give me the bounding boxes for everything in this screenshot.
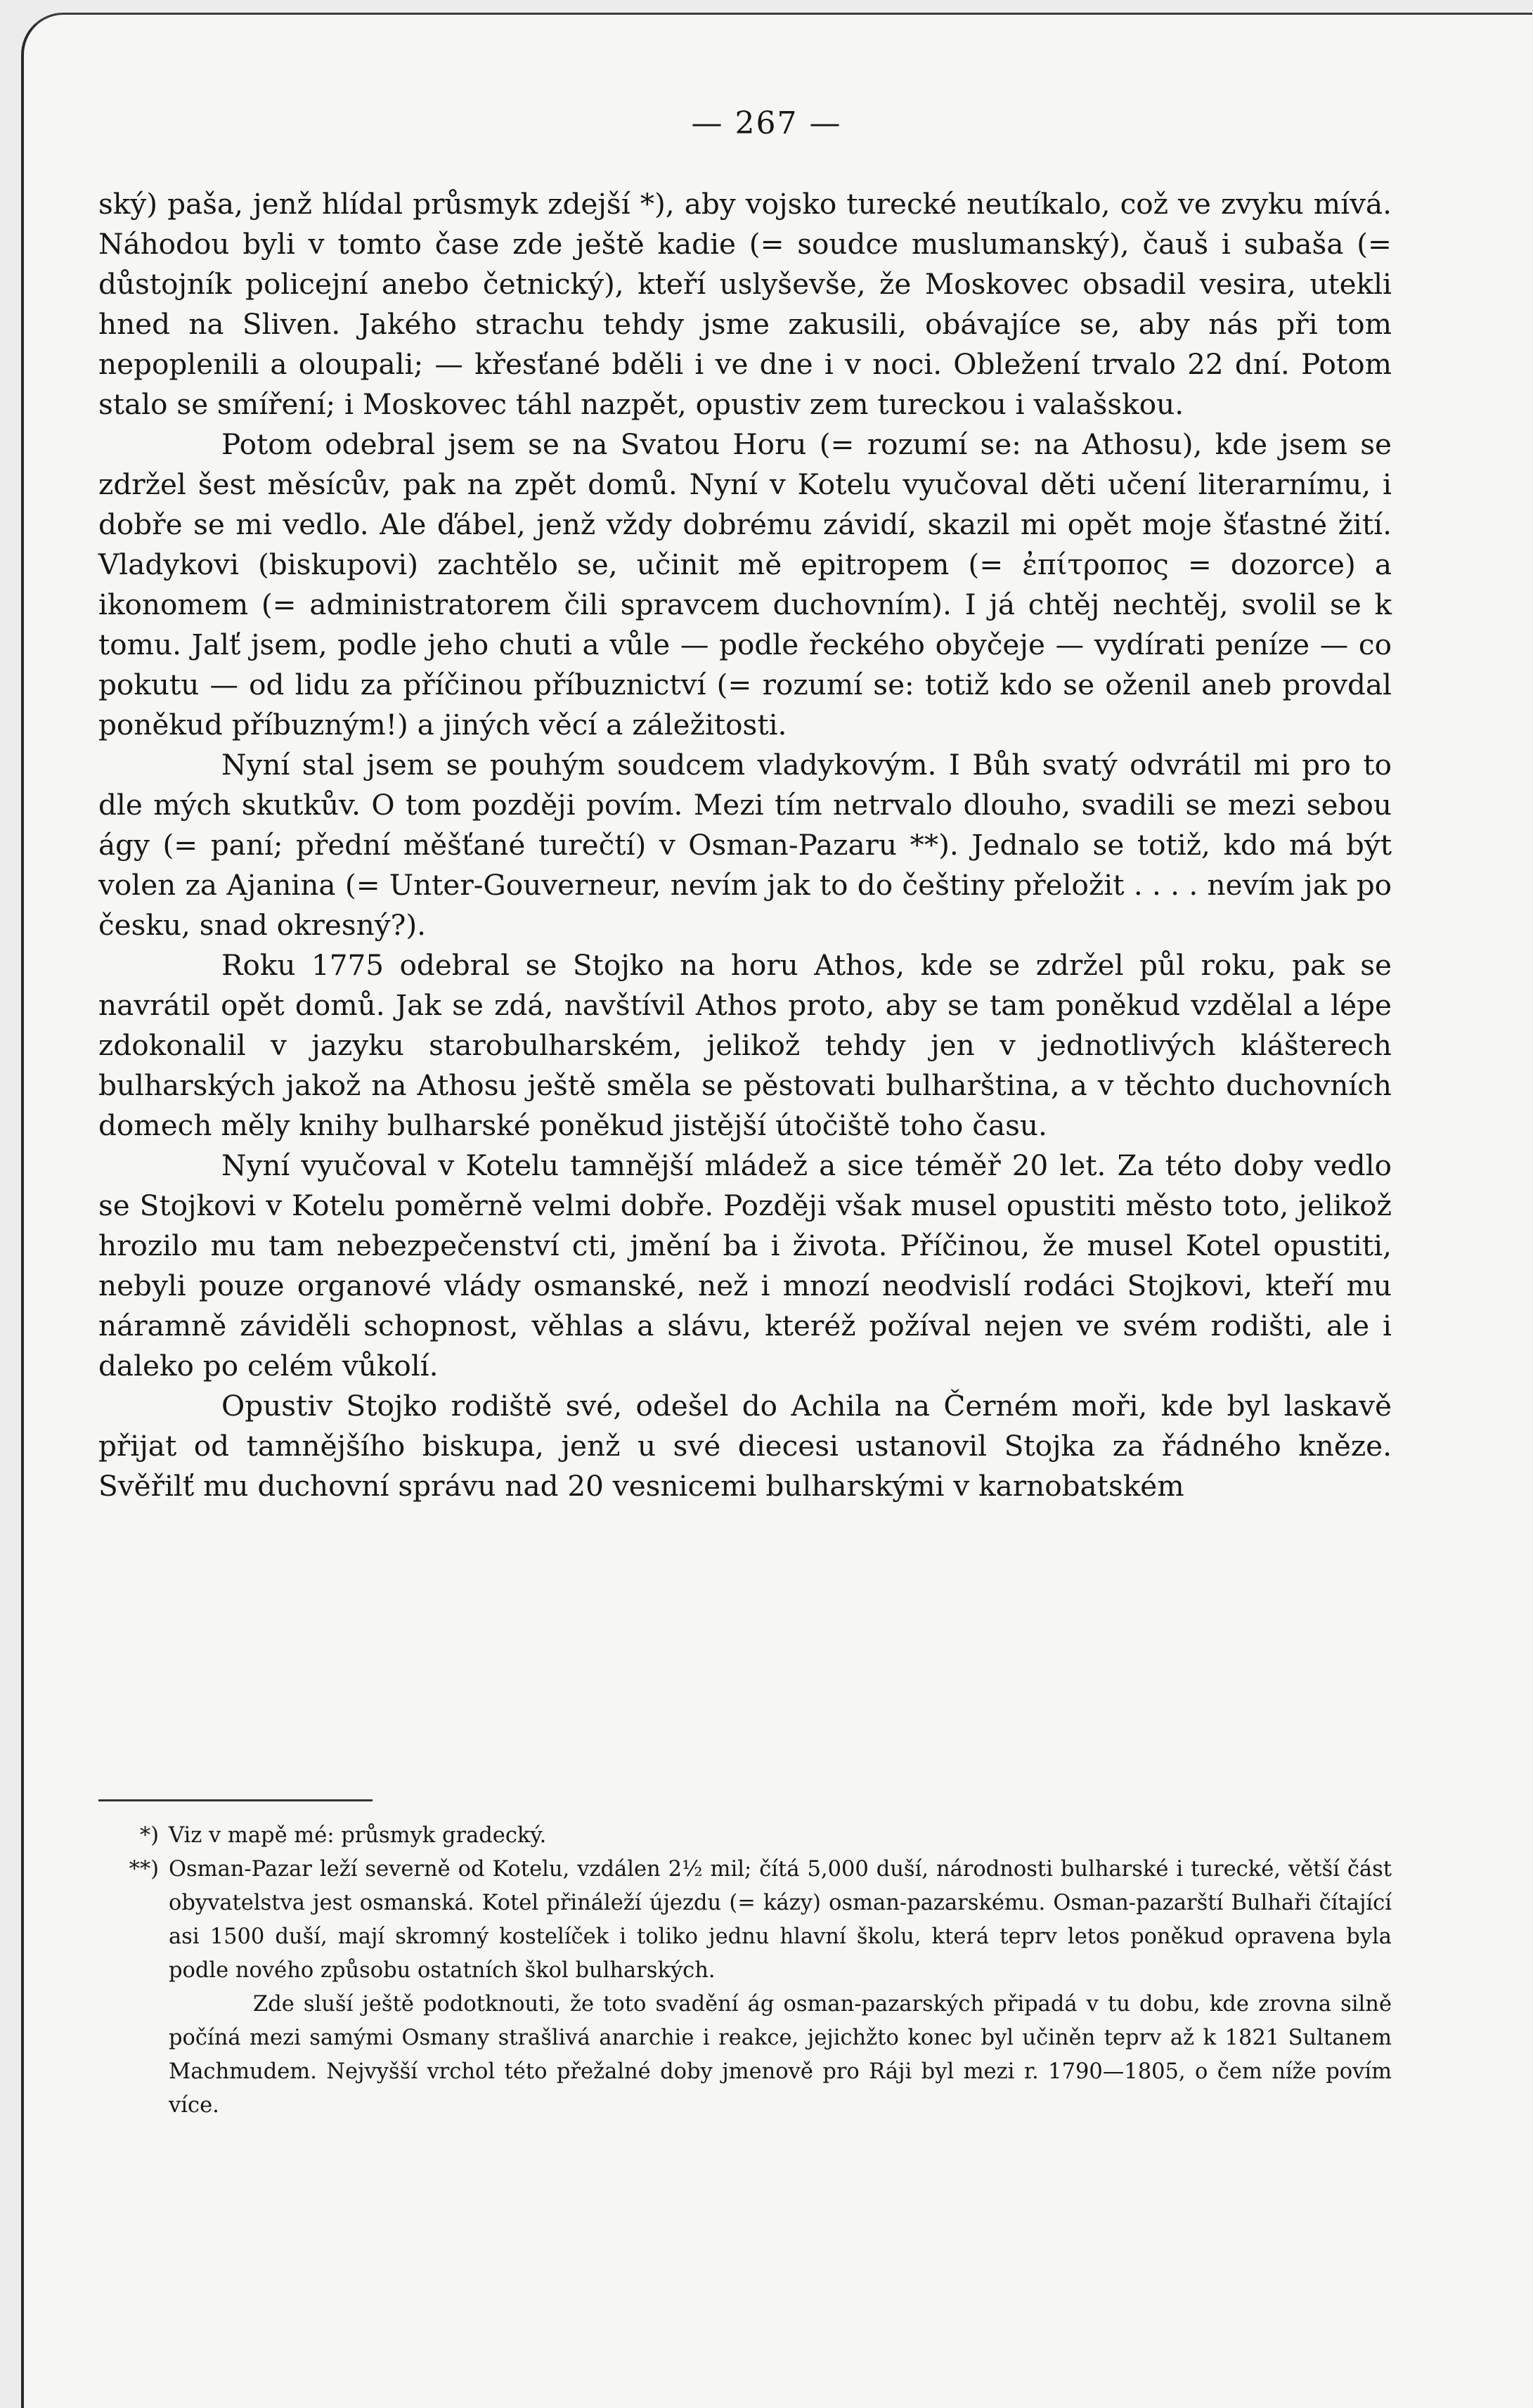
footnote-2-mark: **) xyxy=(129,1857,159,1882)
paragraph-6: Opustiv Stojko rodiště své, odešel do Achila na Černém moři, kde byl laskavě přijat od tamnějšího biskupa, jenž u své diecesi ustanovil Stojka za řádného kněze. Svěřilť mu duchovní správu nad 20 vesnicemi bulharskými v karnobatském xyxy=(98,1389,1392,1503)
paragraph-2: Potom odebral jsem se na Svatou Horu (= rozumí se: na Athosu), kde jsem se zdržel šest měsícův, pak na zpět domů. Nyní v Kotelu vyučoval děti učení literarnímu, i dobře se mi vedlo. Ale ďábel, jenž vždy dobrému závidí, skazil mi opět moje šťastné žití. Vladykovi (biskupovi) zachtělo se, učinit mě epitropem (= ἐπίτροπος = dozorce) a ikonomem (= administratorem čili spravcem duchovním). I já chtěj nechtěj, svolil se k tomu. Jalť jsem, podle jeho chuti a vůle — podle řeckého obyčeje — vydírati peníze — co pokutu — od lidu za příčinou příbuznictví (= rozumí se: totiž kdo se oženil aneb provdal poněkud příbuzným!) a jiných věcí a záležitosti. xyxy=(98,427,1392,742)
paragraph-3: Nyní stal jsem se pouhým soudcem vladykovým. I Bůh svatý odvrátil mi pro to dle mých skutkův. O tom později povím. Mezi tím netrvalo dlouho, svadili se mezi sebou ágy (= paní; přední měšťané turečtí) v Osman-Pazaru **). Jednalo se totiž, kdo má být volen za Ajanina (= Unter-Gouverneur, nevím jak to do češtiny přeložit . . . . nevím jak po česku, snad okresný?). xyxy=(98,748,1392,942)
footnote-2-text: Osman-Pazar leží severně od Kotelu, vzdálen 2½ mil; čítá 5,000 duší, národnosti bulharské i turecké, větší část obyvatelstva jest osmanská. Kotel přináleží újezdu (= kázy) osman-pazarskému. Osman-pazarští Bulhaři čítající asi 1500 duší, mají skromný kostelíček i toliko jednu hlavní školu, která teprv letos poněkud opravena byla podle nového způsobu ostatních škol bulharských. xyxy=(169,1857,1392,1983)
page-number: — 267 — xyxy=(691,105,842,141)
paragraph-4: Roku 1775 odebral se Stojko na horu Athos, kde se zdržel půl roku, pak se navrátil opět domů. Jak se zdá, navštívil Athos proto, aby se tam poněkud vzdělal a lépe zdokonalil v jazyku starobulharském, jelikož tehdy jen v jednotlivých klášterech bulharských jakož na Athosu ještě směla se pěstovati bulharština, a v těchto duchovních domech měly knihy bulharské poněkud jistější útočiště toho času. xyxy=(98,948,1392,1142)
paragraph-1: ský) paša, jenž hlídal průsmyk zdejší *), aby vojsko turecké neutíkalo, což ve zvyku mívá. Náhodou byli v tomto čase zde ještě kadie (= soudce muslumanský), čauš i subaša (= důstojník policejní anebo četnický), kteří uslyševše, že Moskovec obsadil vesira, utekli hned na Sliven. Jakého strachu tehdy jsme zakusili, obávajíce se, aby nás při tom nepoplenili a oloupali; — křesťané bděli i ve dne i v noci. Obležení trvalo 22 dní. Potom stalo se smíření; i Moskovec táhl nazpět, opustiv zem tureckou i valašskou. xyxy=(98,187,1392,421)
main-text xyxy=(98,184,1392,1506)
footnotes xyxy=(98,1819,1392,2123)
footnote-1-mark: *) xyxy=(139,1823,159,1848)
footnote-1 xyxy=(98,1819,1392,1853)
paragraph-5: Nyní vyučoval v Kotelu tamnější mládež a sice téměř 20 let. Za této doby vedlo se Stojkovi v Kotelu poměrně velmi dobře. Později však musel opustiti město toto, jelikož hrozilo mu tam nebezpečenství cti, jmění ba i života. Příčinou, že musel Kotel opustiti, nebyli pouze organové vlády osmanské, než i mnozí neodvislí rodáci Stojkovi, kteří mu náramně záviděli schopnost, věhlas a slávu, kteréž požíval nejen ve svém rodišti, ale i daleko po celém vůkolí. xyxy=(98,1148,1392,1383)
footnote-2-continuation: Zde sluší ještě podotknouti, že toto svadění ág osman-pazarských připadá v tu dobu, kde zrovna silně počíná mezi samými Osmany strašlivá anarchie i reakce, jejichžto konec byl učiněn teprv až k 1821 Sultanem Machmudem. Nejvyšší vrchol této přežalné doby jmenově pro Ráji byl mezi r. 1790—1805, o čem níže povím více. xyxy=(169,1992,1392,2118)
footnote-2 xyxy=(98,1853,1392,1988)
footnote-1-text: Viz v mapě mé: průsmyk gradecký. xyxy=(169,1823,547,1848)
footnote-separator xyxy=(98,1799,373,1801)
